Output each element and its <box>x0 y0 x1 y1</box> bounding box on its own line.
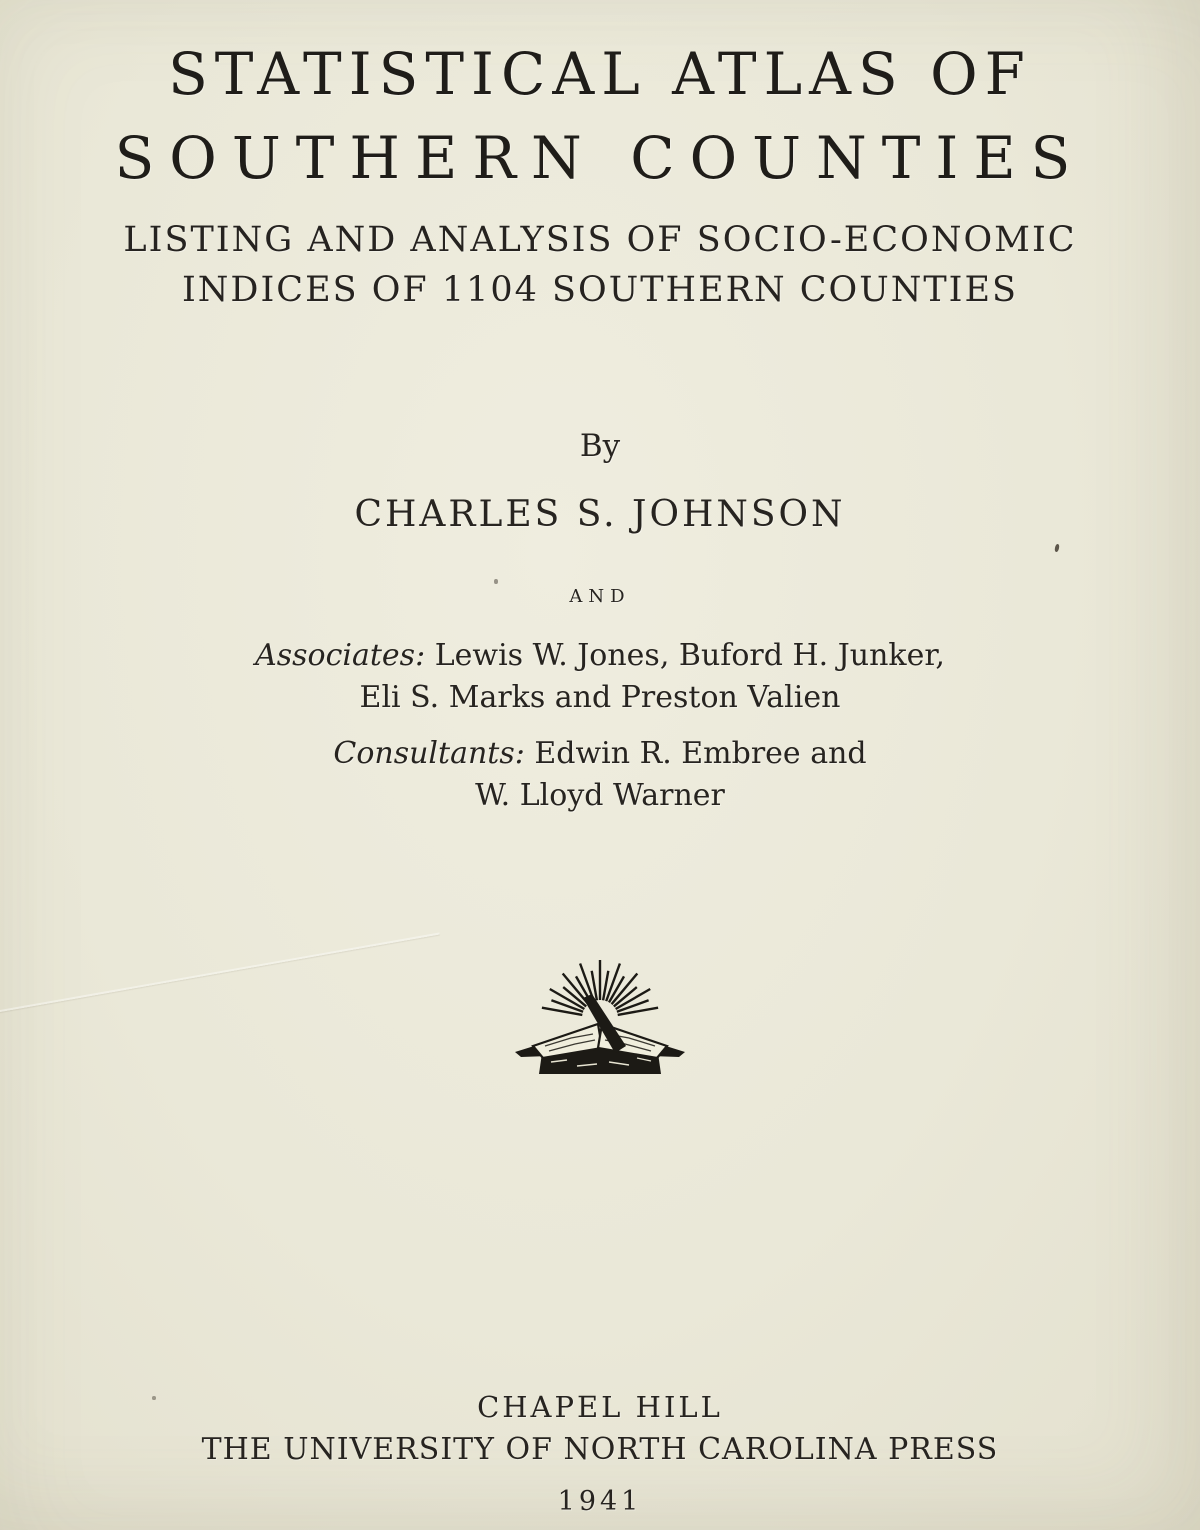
book-title-line-2: SOUTHERN COUNTIES <box>114 124 1086 192</box>
book-subtitle-line-2: INDICES OF 1104 SOUTHERN COUNTIES <box>181 270 1019 310</box>
consultants-names-1: Edwin R. Embree and <box>524 736 867 771</box>
publisher-emblem <box>0 958 1200 1084</box>
imprint-year: 1941 <box>557 1486 643 1517</box>
paper-speck <box>1054 544 1060 553</box>
associates-label: Associates: <box>255 638 426 673</box>
by-label: By <box>579 428 621 464</box>
book-subtitle-line-1: LISTING AND ANALYSIS OF SOCIO-ECONOMIC <box>123 220 1077 260</box>
paper-speck <box>494 579 498 584</box>
and-label: AND <box>569 586 631 607</box>
open-book-sunburst-icon <box>507 958 693 1080</box>
associates-names-1: Lewis W. Jones, Buford H. Junker, <box>425 638 945 673</box>
associates-line-1 <box>0 638 1200 673</box>
paper-speck <box>152 1396 156 1400</box>
book-title-line-1: STATISTICAL ATLAS OF <box>168 40 1032 108</box>
consultants-line-1 <box>0 736 1200 771</box>
imprint-publisher: THE UNIVERSITY OF NORTH CAROLINA PRESS <box>201 1432 999 1467</box>
consultants-line-2: W. Lloyd Warner <box>475 778 725 813</box>
imprint-city: CHAPEL HILL <box>477 1390 723 1424</box>
associates-line-2: Eli S. Marks and Preston Valien <box>359 680 841 715</box>
consultants-label: Consultants: <box>333 736 525 771</box>
author-name: CHARLES S. JOHNSON <box>354 494 846 535</box>
